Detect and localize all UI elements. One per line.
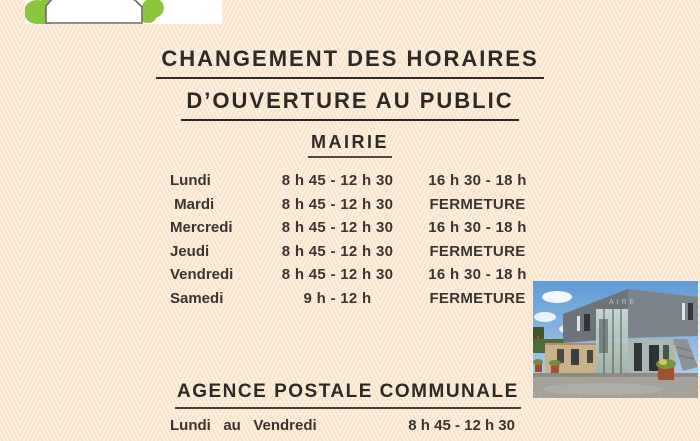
- schedule-morning: 9 h - 12 h: [303, 289, 372, 307]
- schedule-morning: 8 h 45 - 12 h 30: [281, 219, 394, 237]
- mairie-section: [0, 132, 700, 158]
- schedule-row: [170, 216, 550, 240]
- schedule-day: Jeudi: [170, 242, 210, 260]
- page-title: [0, 46, 700, 121]
- schedule-afternoon: 16 h 30 - 18 h: [428, 219, 527, 237]
- schedule-morning: 8 h 45 - 12 h 30: [281, 242, 394, 260]
- mairie-schedule: [170, 169, 550, 310]
- schedule-row: [170, 193, 550, 217]
- schedule-morning: 8 h 45 - 12 h 30: [281, 195, 394, 213]
- mairie-building-photo-graphic: [533, 281, 698, 398]
- mairie-building-photo: [533, 281, 698, 398]
- agence-postale-hours: 8 h 45 - 12 h 30: [408, 417, 515, 434]
- schedule-row: [170, 240, 550, 264]
- schedule-morning: 8 h 45 - 12 h 30: [281, 172, 394, 190]
- schedule-row: [170, 263, 550, 287]
- title-line-1: CHANGEMENT DES HORAIRES: [156, 46, 543, 79]
- mairie-heading: MAIRIE: [308, 132, 392, 158]
- schedule-afternoon: 16 h 30 - 18 h: [428, 266, 527, 284]
- schedule-day: Vendredi: [170, 266, 234, 284]
- agence-postale-days: Lundi au Vendredi: [170, 417, 317, 434]
- commune-logo-graphic: [25, 0, 222, 24]
- schedule-day: Mercredi: [170, 219, 233, 237]
- schedule-day: Lundi: [170, 172, 211, 190]
- schedule-row: [170, 287, 550, 311]
- schedule-afternoon: FERMETURE: [429, 242, 526, 260]
- schedule-row: [170, 169, 550, 193]
- agence-postale-hours-row: [170, 417, 515, 434]
- schedule-day: Mardi: [170, 195, 215, 213]
- schedule-afternoon: FERMETURE: [429, 289, 526, 307]
- agence-postale-heading: AGENCE POSTALE COMMUNALE: [175, 381, 521, 409]
- commune-logo: [25, 0, 222, 24]
- schedule-day: Samedi: [170, 289, 224, 307]
- svg-text:AIRE: AIRE: [609, 299, 638, 306]
- schedule-afternoon: 16 h 30 - 18 h: [428, 172, 527, 190]
- schedule-afternoon: FERMETURE: [429, 195, 526, 213]
- schedule-morning: 8 h 45 - 12 h 30: [281, 266, 394, 284]
- title-line-2: D’OUVERTURE AU PUBLIC: [181, 88, 518, 121]
